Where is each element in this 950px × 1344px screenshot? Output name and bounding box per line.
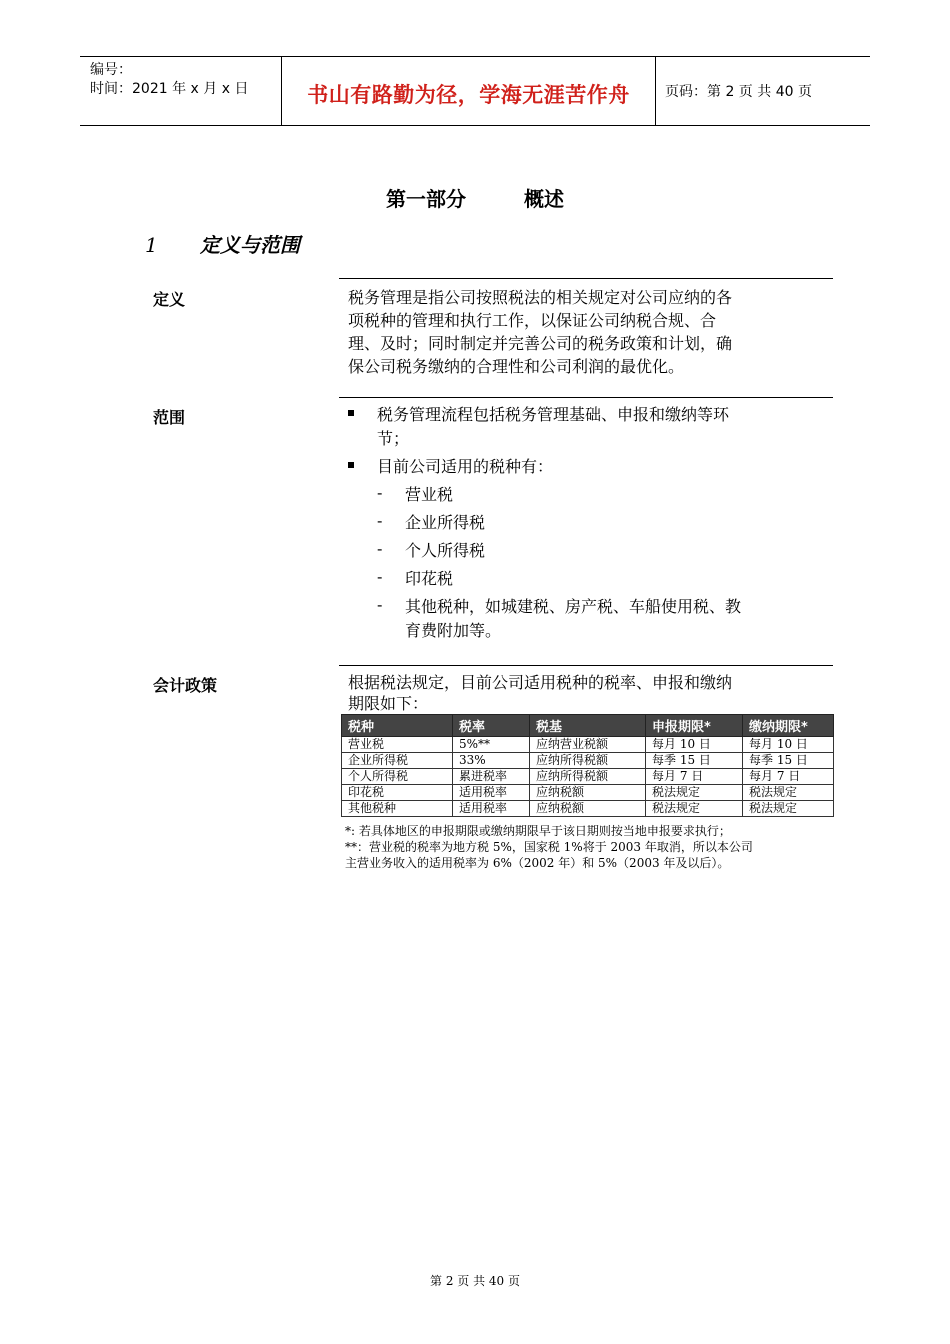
definition-label: 定义 [153,290,186,309]
table-cell: 每季 15 日 [743,753,834,769]
table-note-2-cont: 主营业务收入的适用税率为 6%（2002 年）和 5%（2003 年及以后）。 [345,856,730,870]
header-page-number: 页码：第 2 页 共 40 页 [665,84,812,100]
tax-item: 个人所得税 [405,541,486,560]
table-cell: 个人所得税 [342,769,453,785]
col-header: 税率 [453,715,530,737]
table-cell: 每月 7 日 [743,769,834,785]
dash-bullet-icon: - [377,511,383,530]
table-cell: 5%** [453,737,530,753]
table-cell: 33% [453,753,530,769]
definition-line: 理、及时；同时制定并完善公司的税务政策和计划，确 [348,334,733,353]
table-cell: 印花税 [342,785,453,801]
table-row [342,737,834,753]
policy-label: 会计政策 [153,676,218,695]
table-note-1: *: 若具体地区的申报期限或缴纳期限早于该日期则按当地申报要求执行； [345,824,731,838]
serial-label: 编号： [90,62,132,78]
table-cell: 适用税率 [453,785,530,801]
table-cell: 应纳所得税额 [530,769,646,785]
section-rule [339,278,833,279]
table-header-row [342,715,834,737]
part-title [0,183,950,212]
table-cell: 税法规定 [646,801,743,817]
time-label: 时间：2021 年 x 月 x 日 [90,81,249,97]
square-bullet-icon [348,462,354,468]
table-cell: 其他税种 [342,801,453,817]
table-cell: 应纳所得税额 [530,753,646,769]
tax-item-cont: 育费附加等。 [405,621,502,640]
definition-text [348,286,818,378]
part-name: 概述 [524,187,564,211]
tax-item: 其他税种，如城建税、房产税、车船使用税、教 [405,597,742,616]
page-header [80,56,870,126]
dash-bullet-icon: - [377,483,383,502]
table-cell: 每月 10 日 [646,737,743,753]
part-label: 第一部分 [386,187,466,211]
dash-bullet-icon: - [377,539,383,558]
tax-item: 营业税 [405,485,454,504]
policy-intro-line: 根据税法规定，目前公司适用税种的税率、申报和缴纳 [348,673,733,692]
tax-item: 印花税 [405,569,454,588]
table-cell: 企业所得税 [342,753,453,769]
col-header: 税基 [530,715,646,737]
scope-bullet-1: 税务管理流程包括税务管理基础、申报和缴纳等环 [377,405,730,424]
dash-bullet-icon: - [377,595,383,614]
header-motto: 书山有路勤为径，学海无涯苦作舟 [307,83,630,107]
section-title: 定义与范围 [200,233,300,257]
section-rule [339,665,833,666]
table-cell: 税法规定 [743,785,834,801]
col-header: 税种 [342,715,453,737]
definition-line: 保公司税务缴纳的合理性和公司利润的最优化。 [348,357,685,376]
dash-bullet-icon: - [377,567,383,586]
section-rule [339,397,833,398]
tax-item: 企业所得税 [405,513,486,532]
table-cell: 营业税 [342,737,453,753]
table-cell: 税法规定 [646,785,743,801]
scope-bullet-1-cont: 节； [377,429,410,448]
table-note-2: **：营业税的税率为地方税 5%，国家税 1%将于 2003 年取消，所以本公司 [345,840,753,854]
definition-line: 项税种的管理和执行工作，以保证公司纳税合规、合 [348,311,717,330]
scope-label: 范围 [153,408,186,427]
table-cell: 应纳税额 [530,801,646,817]
table-cell: 每季 15 日 [646,753,743,769]
col-header: 申报期限* [646,715,743,737]
table-cell: 适用税率 [453,801,530,817]
page-footer: 第 2 页 共 40 页 [430,1274,520,1288]
policy-intro-line: 期限如下： [348,694,429,713]
header-info [90,61,248,99]
table-row [342,769,834,785]
definition-line: 税务管理是指公司按照税法的相关规定对公司应纳的各 [348,288,733,307]
table-cell: 税法规定 [743,801,834,817]
col-header: 缴纳期限* [743,715,834,737]
table-row [342,753,834,769]
tax-table [341,714,834,817]
scope-bullet-2: 目前公司适用的税种有： [377,457,554,476]
table-row [342,785,834,801]
table-row [342,801,834,817]
section-heading [145,229,300,258]
table-cell: 应纳税额 [530,785,646,801]
table-cell: 应纳营业税额 [530,737,646,753]
square-bullet-icon [348,410,354,416]
section-number: 1 [145,233,158,257]
table-cell: 每月 7 日 [646,769,743,785]
table-cell: 每月 10 日 [743,737,834,753]
header-divider [655,57,656,125]
policy-intro [348,672,732,714]
table-cell: 累进税率 [453,769,530,785]
